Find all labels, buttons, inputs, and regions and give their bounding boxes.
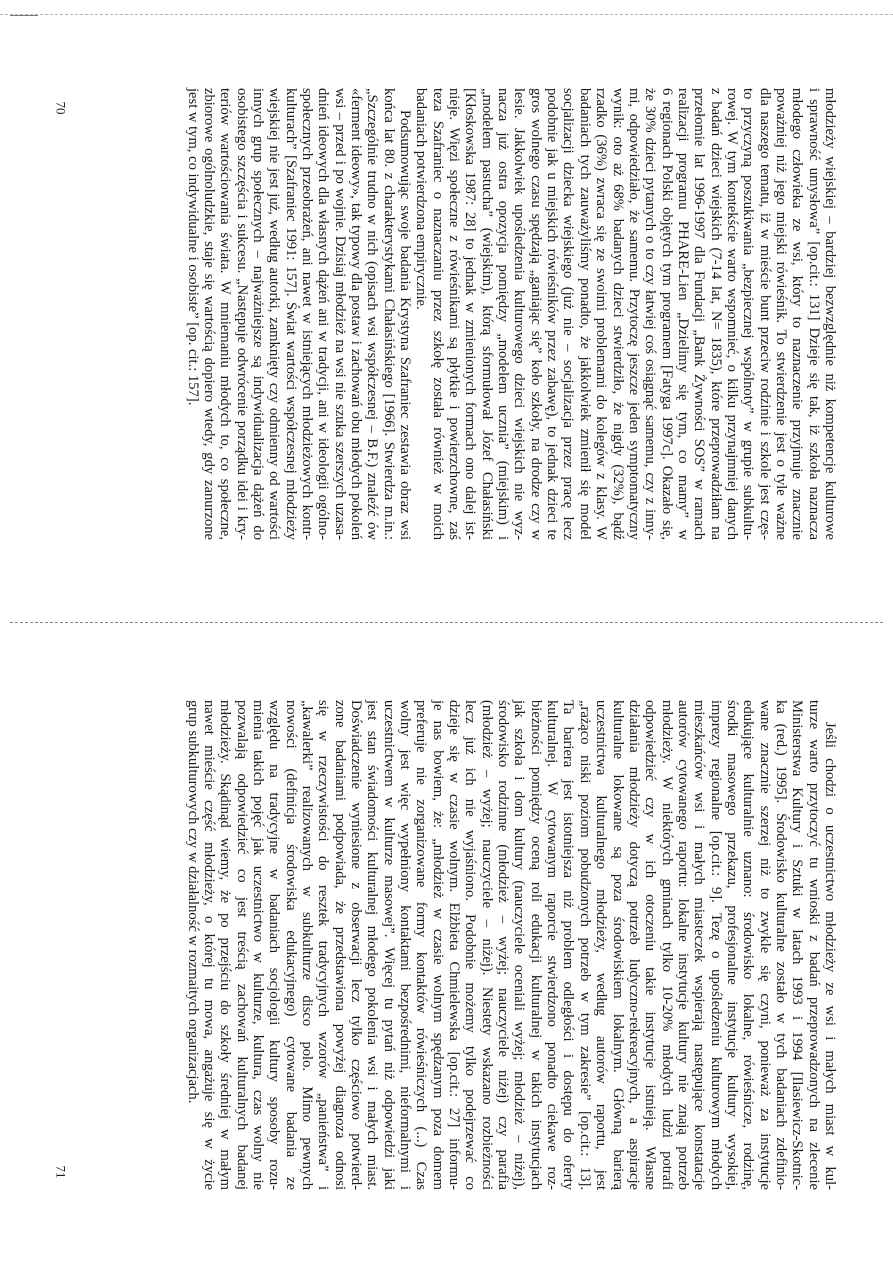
text-line: nowości (definicja środowiska edukacyjnego) cytowane badania ze [282, 700, 299, 1190]
text-line: uczestnictwa kulturalnego młodzieży, według autorów raportu, jest [593, 700, 610, 1190]
text-line: środowisko rodzinne (młodzież – wyżej; nauczyciele niżej) czy parafia [495, 700, 512, 1190]
page-70-text [184, 88, 838, 540]
text-line: się w rzeczywistości do resztek tradycyjnych wzorów „panieństwa” i [315, 700, 332, 1190]
text-line: badaniach potwierdzona empirycznie. [413, 88, 430, 310]
text-line: «ferment ideowy», tak typowy dla postaw i zachowań obu młodych pokoleń [348, 88, 365, 540]
text-line: preferuje nie zorganizowane formy kontaktów rówieśniczych (...) Czas [413, 700, 430, 1190]
text-line: wynik: oto aż 68% badanych dzieci stwierdziło, że nigdy (32%), bądź [609, 88, 626, 540]
text-line: jest stan świadomości kulturalnej młodego pokolenia wsi i małych miast. [364, 700, 381, 1190]
text-line: gros wolnego czasu spędzają „ganiając się” koło szkoły, na drodze czy w [527, 88, 544, 540]
text-line: zbiorowe ogólnoludzkie, staje się wartością dopiero wtedy, gdy zanurzone [200, 88, 217, 540]
text-line: z badań dzieci wiejskich (7-14 lat, N= 1835), które przeprowadziłam na [707, 88, 724, 540]
text-line: turze warto przytoczyć tu wnioski z badań przeprowadzonych na zlecenie [805, 700, 822, 1190]
page-70-rotated-content [184, 88, 838, 540]
text-line: dzieje się w czasie wolnym. Elżbieta Chmielewska [op.cit.: 27] informu- [446, 700, 463, 1190]
text-line: podobnie jak u miejskich rówieśników przez zabawę), to jednak dzieci te [544, 88, 561, 540]
text-line: jest w tym, co indywidualne i osobiste” [op. cit.: 157]. [184, 88, 201, 406]
page-number-71: 71 [53, 1165, 69, 1179]
text-line: rowej. W tym kontekście warto wspomnieć, o kilku przynajmniej danych [723, 88, 740, 540]
text-line: Jeśli chodzi o uczestnictwo młodzieży ze wsi i małych miast w kul- [822, 722, 838, 1190]
text-line: (młodzież – wyżej; nauczyciele – niżej). Niestety wskazano rozbieżności [478, 700, 495, 1190]
text-line: grup subkulturowych czy w działalność w rozmaitych organizacjach. [184, 700, 201, 1104]
text-line: autorów cytowanego raportu: lokalne instytucje kultury nie znają potrzeb [674, 700, 691, 1190]
text-line: 6 regionach Polski objętych tym programem [Fatyga 1997c]. Okazało się, [658, 88, 675, 540]
text-line: wane znacznie szerzej niż to zwykle się czyni, ponieważ za instytucje [756, 700, 773, 1190]
text-line: „rażąco niski poziom pobudzonych potrzeb w tym zakresie” [op.cit.: 13]. [576, 700, 593, 1190]
text-line: pozwalają odpowiedzieć co jest treścią zachowań kulturalnych badanej [233, 700, 250, 1190]
text-line: młodego człowieka ze wsi, który to naznaczenie przyjmuje znacznie [789, 88, 806, 540]
text-line: młodzieży. W niektórych gminach tylko 10-20% młodych ludzi potrafi [658, 700, 675, 1190]
text-line: zone badaniami podpowiada, że przedstawiona powyżej diagnoza odnosi [331, 700, 348, 1190]
text-line: lesie. Jakkolwiek upośledzenia kulturowego dzieci wiejskich nie wyz- [511, 88, 528, 540]
text-line: społecznych przeobrażeń, ani nawet w istniejących młodzieżowych kontr- [299, 88, 315, 540]
text-line: innych grup społecznych – najważniejsze są indywidualizacja dążeń do [249, 88, 266, 540]
text-line: je nas bowiem, że: „młodzież w czasie wolnym spędzanym poza domem [429, 700, 446, 1190]
text-line: nieje. Więzi społeczne z rówieśnikami są płytkie i powierzchowne, zaś [446, 88, 463, 540]
scan-edge-mark [10, 15, 38, 16]
text-line: wolny jest więc wypełniony kontaktami bezpośrednimi, nieformalnymi i [397, 700, 414, 1190]
text-line: wsi – przed i po wojnie. Dzisiaj młodzież na wsi nie szuka szerszych uzasa- [331, 88, 348, 540]
text-line: teza Szafraniec o naznaczaniu przez szkołę została również w moich [429, 88, 446, 540]
page-separator [10, 622, 883, 623]
text-line: że 30% dzieci pytanych o to czy łatwiej coś osiągnąć samemu, czy z inny- [642, 88, 659, 540]
text-line: bieżności pomiędzy oceną roli edukacji kulturalnej w takich instytucjach [527, 700, 544, 1190]
text-line: jak szkoła i dom kultury (nauczyciele oceniali wyżej; młodzież – niżej), [511, 700, 528, 1190]
text-line: przełomie lat 1996-1997 dla Fundacji „Bank Żywności SOS” w ramach [691, 88, 708, 540]
text-line: względu na tradycyjne w badaniach socjologii kultury sposoby rozu- [266, 700, 283, 1190]
text-line: rzadko (36%) zwraca się ze swoimi problemami do kolegów z klasy. W [593, 88, 610, 540]
text-line: i sprawność umysłowa” [op.cit.: 131] Dzieje się tak, iż szkoła naznacza [805, 88, 822, 540]
text-line: mieszkańców wsi i małych miasteczek wspierają następujące konstatacje [691, 700, 708, 1190]
text-line: kulturalne lokowane są poza środowiskiem lokalnym. Główną barierą [609, 700, 626, 1190]
text-line: kulturalnej. W cytowanym raporcie stwierdzono ponadto ciekawe roz- [544, 700, 561, 1190]
page-number-70: 70 [53, 101, 69, 115]
page-71-text [184, 700, 838, 1190]
text-line: młodzieży wiejskiej – bardziej bezwzględnie niż kompetencje kulturowe [822, 88, 838, 540]
text-line: „kawalerki” realizowanych w subkulturze disco polo. Mimo pewnych [299, 700, 315, 1190]
text-line: działania młodzieży dotyczą potrzeb ludyczno-rekreacyjnych, a aspiracje [625, 700, 642, 1190]
text-line: „Szczególnie trudno w nich (opisach wsi współczesnej – B.F.) znaleźć ów [364, 88, 381, 540]
text-line: imprezy regionalne [op.cit.: 9]. Tezę o upośledzeniu kulturowym młodych [707, 700, 724, 1190]
text-line: lecz już ich nie wyjaśniono. Podobnie możemy tylko podejrzewać co [462, 700, 479, 1190]
text-line: kulturach” [Szafraniec 1991: 157]. Świat wartości współczesnej młodzieży [282, 88, 299, 540]
text-line: to przyczyną poszukiwania „bezpiecznej wspólnoty” w grupie subkultu- [740, 88, 757, 540]
page-71-rotated-content [184, 700, 838, 1190]
scan-edge-top [0, 14, 893, 16]
text-line: „modelem pastucha” (wiejskim), którą sformułował Józef Chałasiński [478, 88, 495, 540]
text-line: realizacji programu PHARE-Lien „Dzielimy się tym, co mamy” w [674, 88, 691, 540]
text-line: środki masowego przekazu, profesjonalne instytucje kultury wysokiej, [723, 700, 740, 1190]
text-line: Doświadczenie wyniesione z obserwacji lecz tylko częściowo potwierd- [348, 700, 365, 1190]
text-line: wiejskiej nie jest już, według autorki, zamknięty czy odmienny od wartości [266, 88, 283, 540]
text-line: Ministerstwa Kultury i Sztuki w latach 1993 i 1994 [Ilasiewicz-Skotnic- [789, 700, 806, 1190]
text-line: teriów wartościowania świata. W mniemaniu młodych to, co społeczne, [217, 88, 234, 540]
text-line: badaniach tych zauważyliśmy ponadto, że jakkolwiek zmienił się model [576, 88, 593, 540]
text-line: młodzieży. Skądinąd wiemy, że po przejściu do szkoły średniej w małym [217, 700, 234, 1190]
text-line: osobistego szczęścia i sukcesu. „Następuje odwrócenie porządku idei i kry- [233, 88, 250, 540]
text-line: dla naszego tematu, iż w mieście bunt przeciw rodzinie i szkole jest częs- [756, 88, 773, 540]
text-line: mienia takich pojęć jak uczestnictwo w kulturze, kultura, czas wolny nie [249, 700, 266, 1190]
text-line: ka (red.) 1995]. Środowisko kulturalne zostało w tych badaniach zdefinio- [772, 700, 789, 1190]
text-line: nacza już ostra opozycja pomiędzy „modelem ucznia” (miejskim) i [495, 88, 512, 540]
text-line: końca lat 80. z charakterystykami Chałasińskiego [1966]. Stwierdza m.in.: [380, 88, 397, 540]
text-line: uczestnictwem w kulturze masowej”. Więcej tu pytań niż odpowiedzi jaki [380, 700, 397, 1190]
text-line: nawet mieście część młodzieży, o której tu mowa, angażuje się w życie [200, 700, 217, 1190]
text-line: poważniej niż jego miejski rówieśnik. To stwierdzenie jest o tyle ważne [772, 88, 789, 540]
text-line: Ta bariera jest istotniejsza niż problem odległości i dostępu do oferty [560, 700, 577, 1190]
text-line: dnień ideowych dla własnych dążeń ani w tradycji, ani w ideologii ogólno- [315, 88, 332, 540]
text-line: edukujące kulturalnie uznano: środowisko lokalne, rówieśnicze, rodzinę, [740, 700, 757, 1190]
text-line: [Kłoskowska 1987: 28] to jednak w zmienionych formach ono dalej ist- [462, 88, 479, 540]
text-line: socjalizacji dziecka wiejskiego (już nie – socjalizacja przez pracę lecz [560, 88, 577, 540]
text-line: mi, odpowiedziało, że samemu. Przytoczę jeszcze jeden symptomatyczny [625, 88, 642, 540]
text-line: odpowiedzieć czy w ich otoczeniu takie instytucje istnieją. Własne [642, 700, 659, 1190]
text-line: Podsumowując swoje badania Krystyna Szafraniec zestawia obraz wsi [397, 110, 414, 540]
